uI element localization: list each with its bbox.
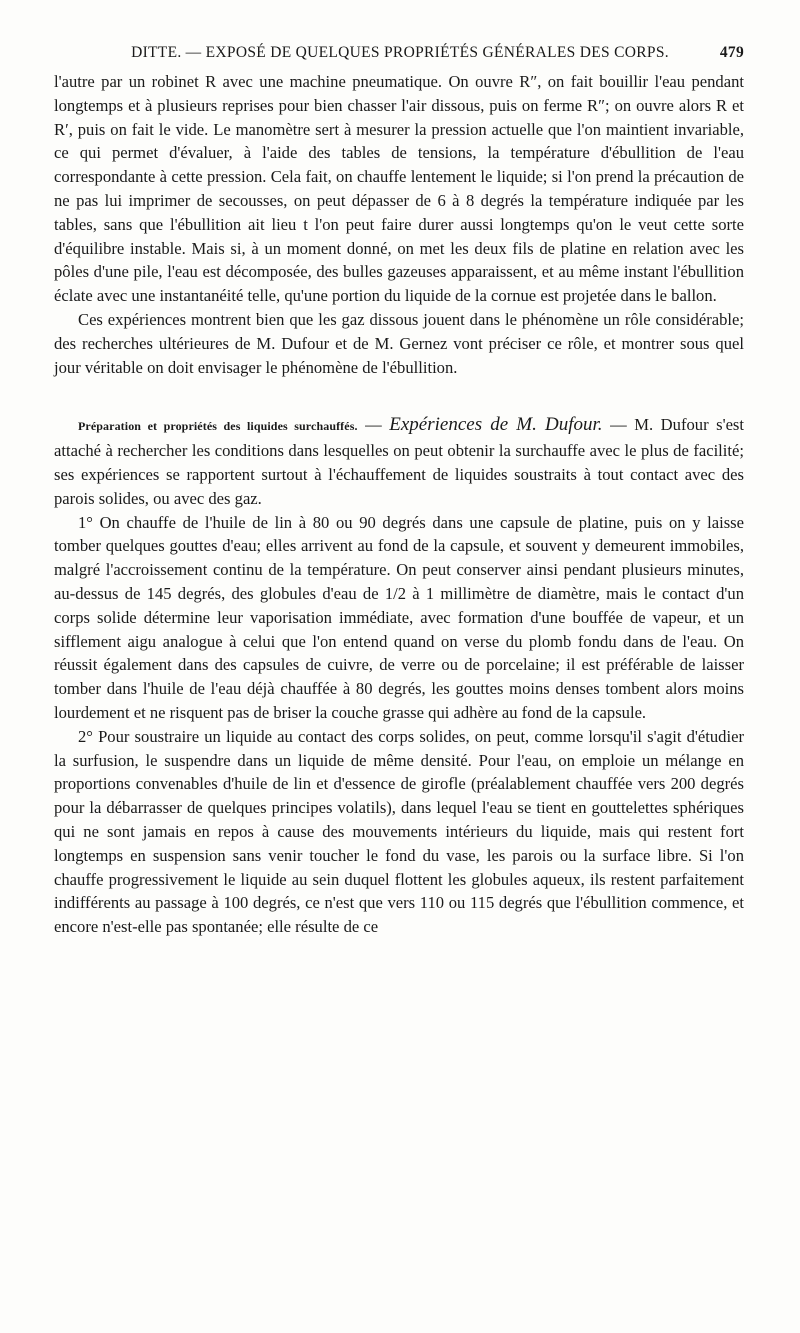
paragraph-continuation: l'autre par un robinet R avec une machine pneumatique. On ouvre R″, on fait bouillir l'eau pendant longtemps et à plusieurs reprises pour bien chasser l'air dissous, puis on ferme R″; on ouvre alors R et R′, puis on fait le vide. Le manomètre sert à mesurer la pression actuelle que l'on maintient invariable, ce qui permet d'évaluer, à l'aide des tables de tensions, la température d'ébullition de l'eau correspondante à cette pression. Cela fait, on chauffe lentement le liquide; si l'on prend la précaution de ne pas lui imprimer de secousses, on peut dépasser de 6 à 8 degrés la température indiquée par les tables, sans que l'ébullition ait lieu t l'on peut faire durer aussi longtemps qu'on le veut cette sorte d'équilibre instable. Mais si, à un moment donné, on met les deux fils de platine en relation avec les pôles d'une pile, l'eau est décomposée, des bulles gazeuses apparaissent, et au même instant l'ébullition éclate avec une instantanéité telle, qu'une portion du liquide de la cornue est projetée dans le ballon. [54,72,744,306]
heading-dash: — [357,415,390,435]
paragraph-experiment-1: 1° On chauffe de l'huile de lin à 80 ou 90 degrés dans une capsule de platine, puis on y laisse tomber quelques gouttes d'eau; elles arrivent au fond de la capsule, et souvent y demeurent immobiles, malgré l'accroissement continu de la température. On peut conserver ainsi pendant plusieurs minutes, au-dessus de 145 degrés, des globules d'eau de 1/2 à 1 millimètre de diamètre, mais le contact d'un corps solide détermine leur vaporisation immédiate, avec formation d'une bouffée de vapeur, et un sifflement aigu analogue à celui que l'on entend quand on verse du plomb fondu dans de l'eau. On réussit également dans des capsules de cuivre, de verre ou de porcelaine; il est préférable de laisser tomber dans l'huile de l'eau déjà chauffée à 80 degrés, les gouttes moins denses tombent alors moins lourdement et ne risquent pas de briser la couche grasse qui adhère au fond de la capsule. [54,512,744,722]
page-body [54,70,744,939]
page-number: 479 [719,44,744,61]
running-header [56,44,744,70]
section-text: — M. Dufour s'est attaché à rechercher les conditions dans lesquelles on peut obtenir la surchauffe avec le plus de facilité; ses expériences se rapportent surtout à l'échauffement de liquides soustraits à tout contact avec des parois solides, ou avec des gaz. [54,415,745,508]
paragraph-gas-role: Ces expériences montrent bien que les gaz dissous jouent dans le phénomène un rôle considérable; des recherches ultérieures de M. Dufour et de M. Gernez vont préciser ce rôle, et montrer sous quel jour véritable on doit envisager le phénomène de l'ébullition. [54,309,744,377]
running-title: DITTE. — EXPOSÉ DE QUELQUES PROPRIÉTÉS GÉNÉRALES DES CORPS. [131,44,669,61]
section-heading: Préparation et propriétés des liquides surchauffés. [78,419,358,434]
paragraph-superheated-liquids [54,413,744,510]
section-subtitle: Expériences de M. Dufour. [389,414,603,436]
paragraph-experiment-2: 2° Pour soustraire un liquide au contact des corps solides, on peut, comme lorsqu'il s'agit d'étudier la surfusion, le suspendre dans un liquide de même densité. Pour l'eau, on emploie un mélange en proportions convenables d'huile de lin et d'essence de girofle (préalablement chauffée vers 200 degrés pour la débarrasser de quelques principes volatils), dans lequel l'eau se tient en gouttelettes sphériques qui ne sont jamais en repos à cause des mouvements intérieurs du liquide, mais qui restent fort longtemps en suspension sans venir toucher le fond du vase, les parois ou la surface libre. Si l'on chauffe progressivement le liquide au sein duquel flottent les globules aqueux, ils restent parfaitement indifférents au passage à 100 degrés, ce n'est que vers 110 ou 115 degrés que l'ébullition commence, et encore n'est-elle pas spontanée; elle résulte de ce [54,726,744,937]
